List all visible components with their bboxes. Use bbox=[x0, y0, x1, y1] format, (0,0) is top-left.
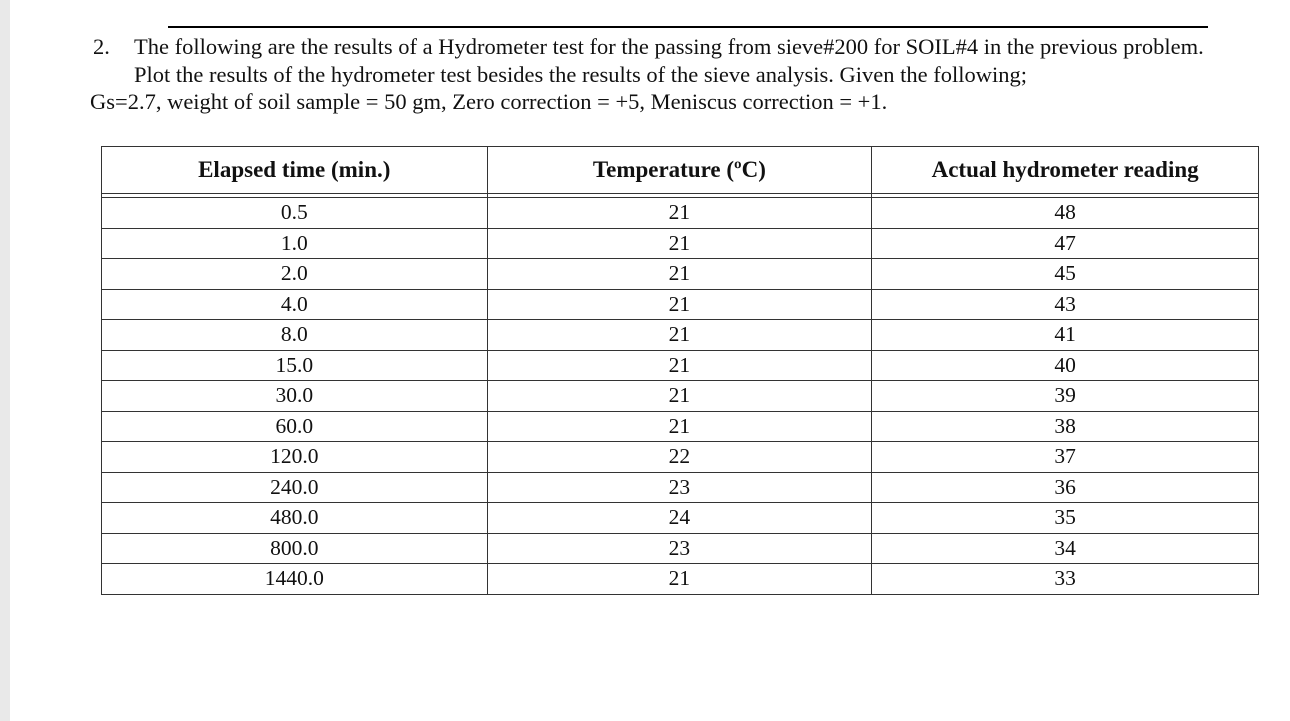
cell-elapsed-time: 60.0 bbox=[102, 411, 488, 442]
top-rule bbox=[168, 26, 1208, 28]
cell-temperature: 21 bbox=[487, 411, 872, 442]
cell-elapsed-time: 2.0 bbox=[102, 259, 488, 290]
cell-elapsed-time: 15.0 bbox=[102, 350, 488, 381]
table-row bbox=[102, 228, 1259, 259]
table-row bbox=[102, 472, 1259, 503]
cell-hydrometer-reading: 43 bbox=[872, 289, 1259, 320]
cell-hydrometer-reading: 35 bbox=[872, 503, 1259, 534]
table-row bbox=[102, 533, 1259, 564]
cell-hydrometer-reading: 40 bbox=[872, 350, 1259, 381]
hydrometer-results-table bbox=[101, 146, 1259, 595]
cell-elapsed-time: 0.5 bbox=[102, 198, 488, 229]
table-row bbox=[102, 259, 1259, 290]
cell-temperature: 23 bbox=[487, 533, 872, 564]
table-header-row bbox=[102, 147, 1259, 194]
table-row bbox=[102, 411, 1259, 442]
cell-hydrometer-reading: 36 bbox=[872, 472, 1259, 503]
table-row bbox=[102, 350, 1259, 381]
cell-elapsed-time: 8.0 bbox=[102, 320, 488, 351]
table-row bbox=[102, 442, 1259, 473]
table-row bbox=[102, 320, 1259, 351]
table-row bbox=[102, 564, 1259, 595]
table-body bbox=[102, 194, 1259, 595]
table-row bbox=[102, 503, 1259, 534]
header-hydrometer-reading: Actual hydrometer reading bbox=[872, 147, 1259, 194]
cell-elapsed-time: 4.0 bbox=[102, 289, 488, 320]
table-row bbox=[102, 381, 1259, 412]
cell-elapsed-time: 1.0 bbox=[102, 228, 488, 259]
cell-temperature: 24 bbox=[487, 503, 872, 534]
cell-elapsed-time: 480.0 bbox=[102, 503, 488, 534]
cell-elapsed-time: 800.0 bbox=[102, 533, 488, 564]
cell-hydrometer-reading: 48 bbox=[872, 198, 1259, 229]
problem-text-line-2: Plot the results of the hydrometer test besides the results of the sieve analysis. Given the following; bbox=[134, 61, 1027, 87]
problem-line-1 bbox=[90, 33, 1280, 61]
cell-hydrometer-reading: 38 bbox=[872, 411, 1259, 442]
cell-temperature: 21 bbox=[487, 350, 872, 381]
cell-hydrometer-reading: 34 bbox=[872, 533, 1259, 564]
cell-hydrometer-reading: 37 bbox=[872, 442, 1259, 473]
cell-elapsed-time: 30.0 bbox=[102, 381, 488, 412]
cell-hydrometer-reading: 41 bbox=[872, 320, 1259, 351]
cell-temperature: 23 bbox=[487, 472, 872, 503]
cell-elapsed-time: 240.0 bbox=[102, 472, 488, 503]
cell-temperature: 21 bbox=[487, 564, 872, 595]
cell-temperature: 21 bbox=[487, 259, 872, 290]
problem-number: 2. bbox=[93, 34, 110, 59]
table-row bbox=[102, 289, 1259, 320]
cell-elapsed-time: 1440.0 bbox=[102, 564, 488, 595]
problem-statement bbox=[90, 33, 1280, 116]
cell-elapsed-time: 120.0 bbox=[102, 442, 488, 473]
cell-hydrometer-reading: 45 bbox=[872, 259, 1259, 290]
cell-temperature: 21 bbox=[487, 289, 872, 320]
cell-hydrometer-reading: 33 bbox=[872, 564, 1259, 595]
document-page bbox=[10, 0, 1290, 721]
cell-hydrometer-reading: 39 bbox=[872, 381, 1259, 412]
cell-hydrometer-reading: 47 bbox=[872, 228, 1259, 259]
cell-temperature: 21 bbox=[487, 198, 872, 229]
cell-temperature: 21 bbox=[487, 320, 872, 351]
cell-temperature: 21 bbox=[487, 381, 872, 412]
header-elapsed-time: Elapsed time (min.) bbox=[102, 147, 488, 194]
cell-temperature: 22 bbox=[487, 442, 872, 473]
problem-text-line-1: The following are the results of a Hydrometer test for the passing from sieve#200 for SOIL#4 in the previous problem. bbox=[134, 34, 1204, 59]
header-temperature: Temperature (ºC) bbox=[487, 147, 872, 194]
problem-text-line-3: Gs=2.7, weight of soil sample = 50 gm, Zero correction = +5, Meniscus correction = +1. bbox=[90, 89, 888, 114]
cell-temperature: 21 bbox=[487, 228, 872, 259]
table-row bbox=[102, 198, 1259, 229]
